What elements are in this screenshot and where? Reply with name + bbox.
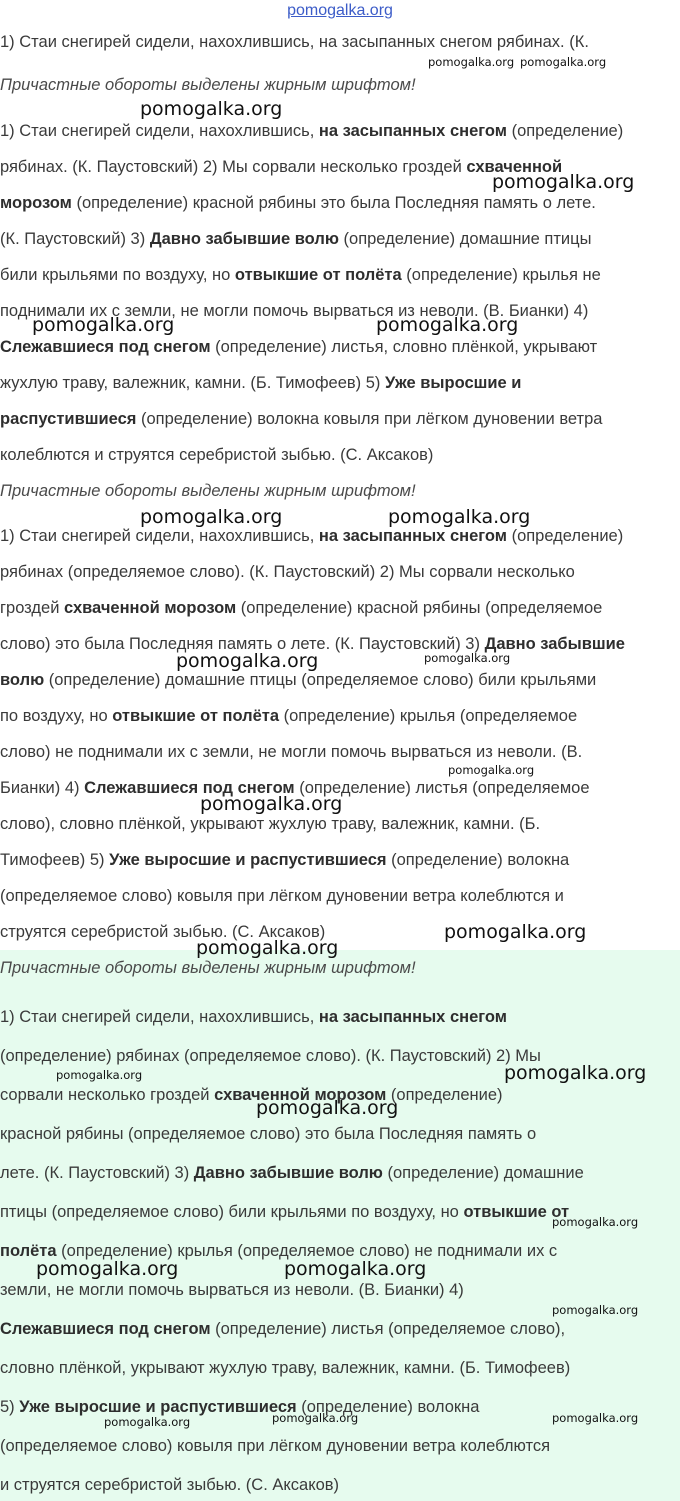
text-segment: лете. (К. Паустовский) 3)	[0, 1164, 194, 1182]
text-segment: 5)	[0, 1398, 20, 1416]
text-line	[0, 230, 591, 249]
text-line	[0, 338, 597, 357]
text-line	[0, 563, 575, 582]
participial-phrase: морозом	[0, 194, 72, 212]
text-segment: (определение) волокна	[386, 851, 570, 869]
note-3: Причастные обороты выделены жирным шрифтом!	[0, 959, 416, 977]
text-segment: земли, не могли помочь вырваться из неволи. (В. Бианки) 4)	[0, 1281, 464, 1299]
text-segment: (определение) листья (определяемое слово),	[210, 1320, 566, 1338]
text-segment: (определение) листья (определяемое	[294, 779, 590, 797]
text-segment: красной рябины (определяемое слово) это была Последняя память о	[0, 1125, 537, 1143]
watermark: pomogalka.org	[448, 763, 535, 777]
text-segment: словно плёнкой, укрывают жухлую траву, валежник, камни. (Б. Тимофеев)	[0, 1359, 571, 1377]
text-line	[0, 671, 596, 690]
text-segment: (определение) волокна ковыля при лёгком дуновении ветра	[136, 410, 603, 428]
watermark: pomogalka.org	[376, 314, 519, 336]
text-segment: рябинах (определяемое слово). (К. Паустовский) 2) Мы сорвали несколько	[0, 563, 575, 581]
watermark: pomogalka.org	[32, 314, 175, 336]
text-segment: струятся серебристой зыбью. (С. Аксаков)	[0, 923, 326, 941]
intro-line: 1) Стаи снегирей сидели, нахохлившись, на засыпанных снегом рябинах. (К.	[0, 33, 589, 51]
watermark: pomogalka.org	[200, 793, 343, 815]
text-line	[0, 1476, 339, 1495]
text-segment: (определяемое слово) ковыля при лёгком дуновении ветра колеблются	[0, 1437, 551, 1455]
site-title-link[interactable]: pomogalka.org	[287, 2, 393, 19]
text-line	[0, 743, 582, 762]
participial-phrase: на засыпанных снегом	[318, 527, 507, 545]
text-line	[0, 374, 521, 393]
text-segment: (определение) красной рябины (определяемое	[236, 599, 603, 617]
participial-phrase: на засыпанных снегом	[318, 1008, 507, 1026]
text-line	[0, 707, 577, 726]
text-segment: птицы (определяемое слово) били крыльями по воздуху, но	[0, 1203, 464, 1221]
text-line	[0, 1359, 570, 1378]
text-line	[0, 122, 623, 141]
watermark: pomogalka.org	[176, 650, 319, 672]
text-segment: 1) Стаи снегирей сидели, нахохлившись,	[0, 122, 319, 140]
text-segment: (определение)	[506, 527, 624, 545]
watermark: pomogalka.org	[284, 1258, 427, 1280]
text-segment: колеблются и струятся серебристой зыбью. (С. Аксаков)	[0, 446, 434, 464]
text-segment: слово), словно плёнкой, укрывают жухлую траву, валежник, камни. (Б.	[0, 815, 541, 833]
text-segment: Тимофеев) 5)	[0, 851, 110, 869]
watermark: pomogalka.org	[552, 1215, 639, 1229]
participial-phrase: на засыпанных снегом	[318, 122, 507, 140]
text-line	[0, 194, 596, 213]
text-segment: слово) не поднимали их с земли, не могли помочь вырваться из неволи. (В.	[0, 743, 583, 761]
text-line	[0, 1320, 565, 1339]
watermark: pomogalka.org	[520, 55, 607, 69]
text-segment: по воздуху, но	[0, 707, 113, 725]
text-line	[0, 851, 569, 870]
text-line	[0, 1164, 584, 1183]
participial-phrase: Давно забывшие волю	[149, 230, 339, 248]
participial-phrase: Давно забывшие волю	[193, 1164, 383, 1182]
watermark: pomogalka.org	[36, 1258, 179, 1280]
watermark: pomogalka.org	[552, 1411, 639, 1425]
participial-phrase: Слежавшиеся под снегом	[84, 779, 295, 797]
watermark: pomogalka.org	[140, 506, 283, 528]
participial-phrase: схваченной морозом	[64, 599, 237, 617]
watermark: pomogalka.org	[256, 1097, 399, 1119]
watermark: pomogalka.org	[444, 921, 587, 943]
watermark: pomogalka.org	[272, 1411, 359, 1425]
participial-phrase: Уже выросшие и	[384, 374, 522, 392]
text-segment: (К. Паустовский) 3)	[0, 230, 150, 248]
text-line	[0, 1203, 569, 1222]
participial-phrase: распустившиеся	[0, 410, 137, 428]
text-line	[0, 1398, 479, 1417]
text-segment: (определение) домашние птицы (определяемое слово) били крыльями	[44, 671, 597, 689]
participial-phrase: Слежавшиеся под снегом	[0, 1320, 211, 1338]
text-segment: били крыльями по воздуху, но	[0, 266, 235, 284]
text-segment: поднимали их с земли, не могли помочь вырваться из неволи. (В. Бианки) 4)	[0, 302, 589, 320]
text-line	[0, 1047, 541, 1066]
participial-phrase: отвыкшие от	[463, 1203, 570, 1221]
text-line	[0, 815, 540, 834]
text-segment: (определение) волокна	[296, 1398, 480, 1416]
text-segment: (определение) домашние птицы	[338, 230, 592, 248]
participial-phrase: Слежавшиеся под снегом	[0, 338, 211, 356]
text-segment: сорвали несколько гроздей	[0, 1086, 215, 1104]
text-line	[0, 1125, 536, 1144]
participial-phrase: Уже выросшие и распустившиеся	[19, 1398, 297, 1416]
watermark: pomogalka.org	[140, 98, 283, 120]
text-line	[0, 266, 601, 285]
participial-phrase: Уже выросшие и распустившиеся	[109, 851, 387, 869]
participial-phrase: схваченной	[466, 158, 563, 176]
text-segment: (определение) листья, словно плёнкой, укрывают	[210, 338, 598, 356]
text-segment: (определение) крылья (определяемое слово) не поднимали их с	[56, 1242, 558, 1260]
text-line	[0, 599, 602, 618]
text-line	[0, 410, 602, 429]
text-segment: (определение)	[506, 122, 624, 140]
participial-phrase: схваченной морозом	[214, 1086, 387, 1104]
text-line	[0, 527, 623, 546]
participial-phrase: отвыкшие от полёта	[234, 266, 402, 284]
text-segment: (определяемое слово) ковыля при лёгком дуновении ветра колеблются и	[0, 887, 564, 905]
text-line	[0, 158, 562, 177]
text-segment: (определение) домашние	[382, 1164, 584, 1182]
watermark: pomogalka.org	[504, 1062, 647, 1084]
text-segment: (определение) красной рябины это была Последняя память о лете.	[71, 194, 596, 212]
text-segment: Бианки) 4)	[0, 779, 85, 797]
watermark: pomogalka.org	[552, 1303, 639, 1317]
watermark: pomogalka.org	[196, 937, 339, 959]
text-segment: и струятся серебристой зыбью. (С. Аксаков)	[0, 1476, 340, 1494]
text-line	[0, 446, 433, 465]
watermark: pomogalka.org	[56, 1068, 143, 1082]
note-1: Причастные обороты выделены жирным шрифтом!	[0, 76, 416, 94]
participial-phrase: волю	[0, 671, 45, 689]
text-line	[0, 1437, 550, 1456]
watermark: pomogalka.org	[428, 55, 515, 69]
watermark: pomogalka.org	[492, 171, 635, 193]
watermark: pomogalka.org	[104, 1415, 191, 1429]
text-segment: жухлую траву, валежник, камни. (Б. Тимофеев) 5)	[0, 374, 385, 392]
text-line	[0, 1086, 503, 1105]
text-segment: (определение) рябинах (определяемое слово). (К. Паустовский) 2) Мы	[0, 1047, 541, 1065]
participial-phrase: отвыкшие от полёта	[112, 707, 280, 725]
text-line	[0, 887, 564, 906]
text-segment: (определение) крылья (определяемое	[279, 707, 578, 725]
text-line	[0, 1281, 464, 1300]
participial-phrase: полёта	[0, 1242, 57, 1260]
note-2: Причастные обороты выделены жирным шрифтом!	[0, 482, 416, 500]
text-segment: гроздей	[0, 599, 64, 617]
participial-phrase: Давно забывшие	[484, 635, 625, 653]
text-segment: 1) Стаи снегирей сидели, нахохлившись,	[0, 527, 319, 545]
text-segment: 1) Стаи снегирей сидели, нахохлившись,	[0, 1008, 319, 1026]
text-line	[0, 1008, 507, 1027]
text-segment: (определение) крылья не	[401, 266, 601, 284]
text-segment: рябинах. (К. Паустовский) 2) Мы сорвали несколько гроздей	[0, 158, 467, 176]
watermark: pomogalka.org	[388, 506, 531, 528]
text-segment: (определение)	[386, 1086, 503, 1104]
text-segment: слово) это была Последняя память о лете. (К. Паустовский) 3)	[0, 635, 485, 653]
watermark: pomogalka.org	[424, 651, 511, 665]
